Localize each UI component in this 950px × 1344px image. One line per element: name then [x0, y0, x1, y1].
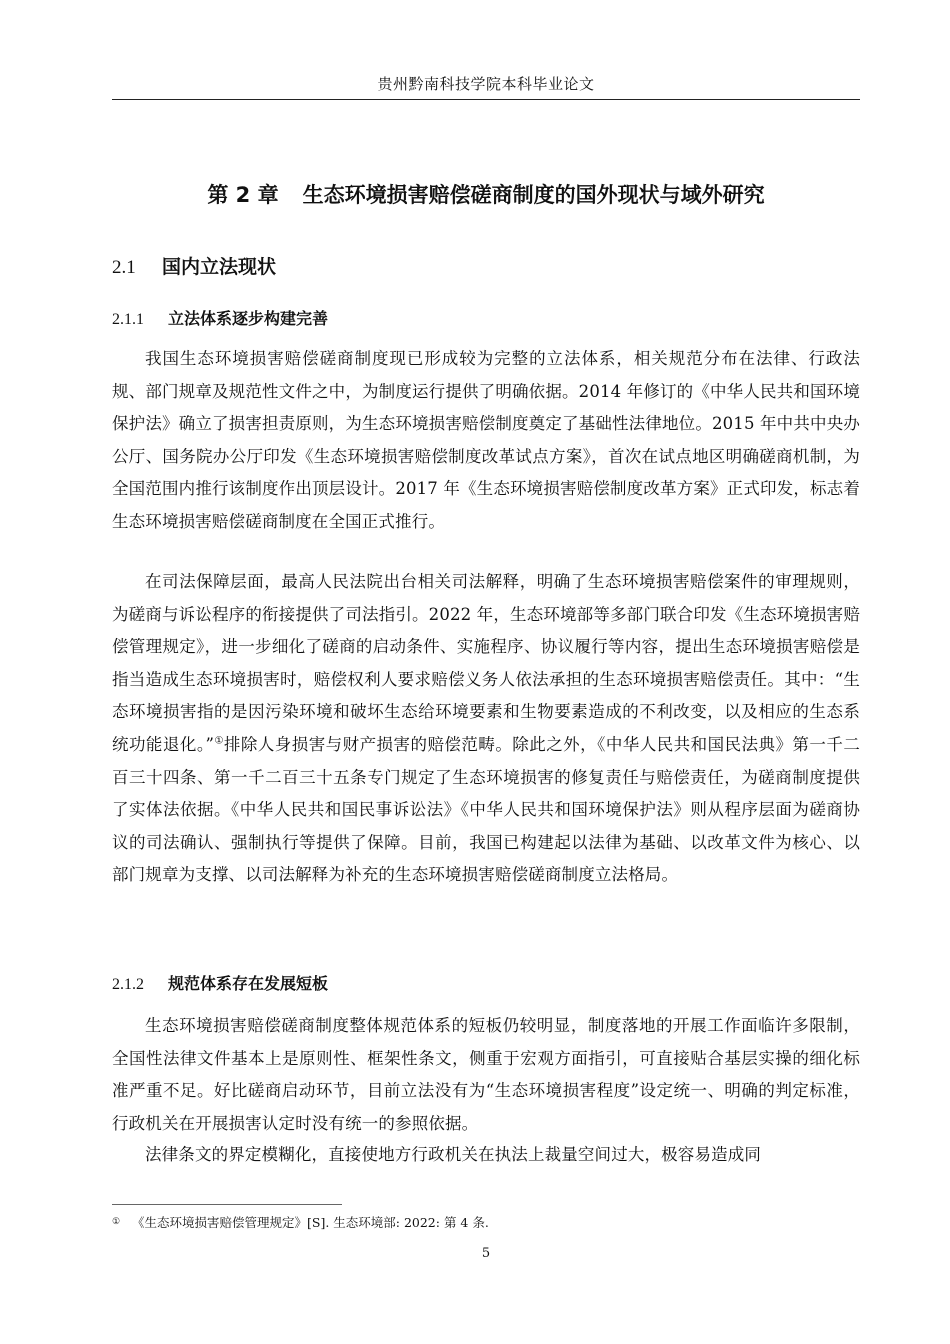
footnote-mark: ①	[112, 1217, 121, 1227]
body-paragraph: 法律条文的界定模糊化，直接使地方行政机关在执法上裁量空间过大，极容易造成同	[145, 1145, 762, 1164]
section-title-text: 国内立法现状	[162, 256, 277, 278]
chapter-title	[112, 178, 860, 212]
chapter-title-text: 生态环境损害赔偿磋商制度的国外现状与域外研究	[302, 183, 765, 207]
running-header: 贵州黔南科技学院本科毕业论文	[377, 75, 595, 93]
paragraph-text: 在司法保障层面，最高人民法院出台相关司法解释，明确了生态环境损害赔偿案件的审理规则，为磋商与诉讼程序的衔接提供了司法指引。2022 年，生态环境部等多部门联合印发《生态环境损害赔偿管理规定》，进一步细化了磋商的启动条件、实施程序、协议履行等内容，提出生态环境损害赔偿是指当造成生态环境损害时，赔偿权利人要求赔偿义务人依法承担的生态环境损害赔偿责任。其中：“生态环境损害指的是因污染环境和破坏生态给环境要素和生物要素造成的不利改变，以及相应的生态系统功能退化。”	[112, 572, 860, 754]
footnote	[112, 1213, 860, 1232]
footnote-rule	[112, 1204, 342, 1205]
header-rule	[112, 99, 860, 100]
paragraph-text: 排除人身损害与财产损害的赔偿范畴。除此之外，《中华人民共和国民法典》第一千二百三十四条、第一千二百三十五条专门规定了生态环境损害的修复责任与赔偿责任，为磋商制度提供了实体法依据。《中华人民共和国民事诉讼法》《中华人民共和国环境保护法》则从程序层面为磋商协议的司法确认、强制执行等提供了保障。目前，我国已构建起以法律为基础、以改革文件为核心、以部门规章为支撑、以司法解释为补充的生态环境损害赔偿磋商制度立法格局。	[112, 734, 860, 885]
subsection-title-text: 立法体系逐步构建完善	[168, 309, 329, 328]
subsection-title-text: 规范体系存在发展短板	[168, 974, 329, 993]
body-paragraph: 我国生态环境损害赔偿磋商制度现已形成较为完整的立法体系，相关规范分布在法律、行政法规、部门规章及规范性文件之中，为制度运行提供了明确依据。2014 年修订的《中华人民共和国环境保护法》确立了损害担责原则，为生态环境损害赔偿制度奠定了基础性法律地位。2015 年中共中央办公厅、国务院办公厅印发《生态环境损害赔偿制度改革试点方案》，首次在试点地区明确磋商机制，为全国范围内推行该制度作出顶层设计。2017 年《生态环境损害赔偿制度改革方案》正式印发，标志着生态环境损害赔偿磋商制度在全国正式推行。	[112, 349, 860, 531]
footnote-text: 《生态环境损害赔偿管理规定》[S]. 生态环境部: 2022: 第 4 条.	[132, 1215, 489, 1230]
subsection-heading-2-1-2	[112, 972, 328, 997]
footnote-reference: ①	[214, 735, 224, 747]
chapter-number: 第 2 章	[207, 183, 279, 207]
body-paragraph: 生态环境损害赔偿磋商制度整体规范体系的短板仍较明显，制度落地的开展工作面临许多限制，全国性法律文件基本上是原则性、框架性条文，侧重于宏观方面指引，可直接贴合基层实操的细化标准严重不足。好比磋商启动环节，目前立法没有为“生态环境损害程度”设定统一、明确的判定标准，行政机关在开展损害认定时没有统一的参照依据。	[112, 1016, 860, 1133]
page-number: 5	[481, 1246, 491, 1261]
section-number: 2.1	[112, 257, 136, 278]
subsection-number: 2.1.1	[112, 311, 144, 328]
body-paragraph	[112, 566, 860, 892]
subsection-heading-2-1-1	[112, 307, 328, 332]
subsection-number: 2.1.2	[112, 976, 144, 993]
section-heading	[112, 253, 276, 282]
